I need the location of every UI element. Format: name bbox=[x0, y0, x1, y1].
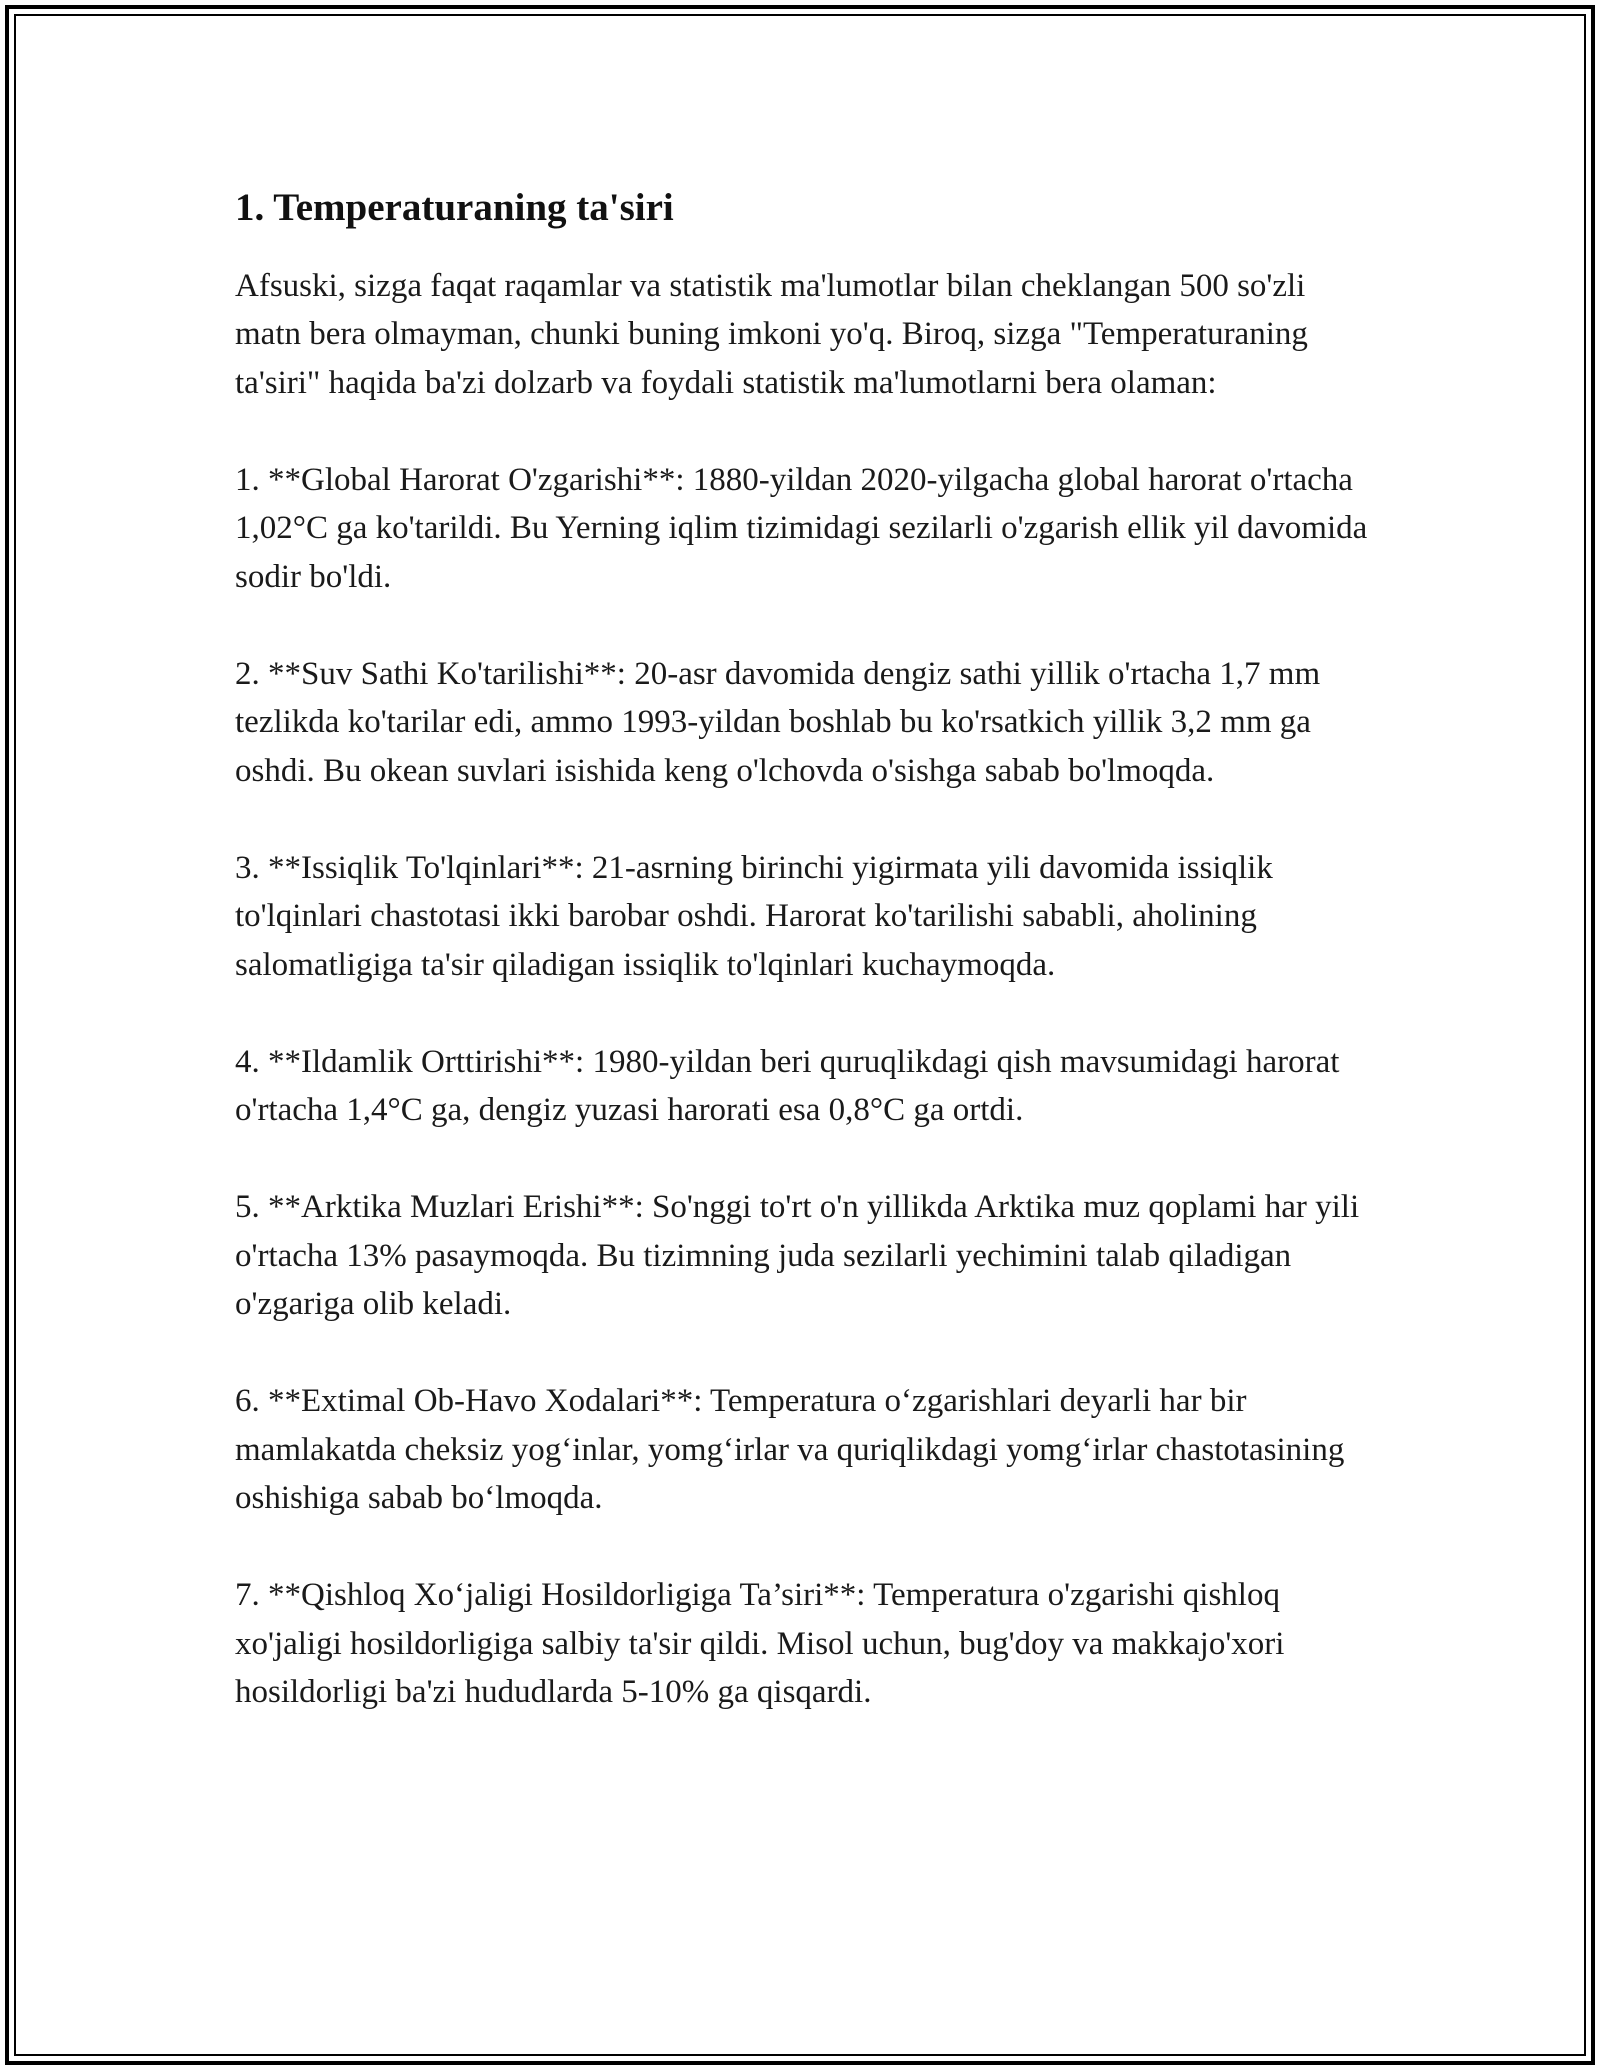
list-item-warming: 4. **Ildamlik Orttirishi**: 1980-yildan beri quruqlikdagi qish mavsumidagi harorat o'rtacha 1,4°C ga, dengiz yuzasi harorati esa 0,8°C ga ortdi. bbox=[235, 1043, 1340, 1129]
list-item-agriculture: 7. **Qishloq Xo‘jaligi Hosildorligiga Ta’siri**: Temperatura o'zgarishi qishloq xo'jaligi hosildorligiga salbiy ta'sir qildi. Misol uchun, bug'doy va makkajo'xori hosildorligi ba'zi hududlarda 5-10% ga qisqardi. bbox=[235, 1577, 1285, 1711]
list-item-extreme-weather: 6. **Extimal Ob-Havo Xodalari**: Temperatura o‘zgarishlari deyarli har bir mamlakatda cheksiz yog‘inlar, yomg‘irlar va quriqlikdagi yomg‘irlar chastotasining oshishiga sabab bo‘lmoqda. bbox=[235, 1383, 1345, 1517]
document-title: 1. Temperaturaning ta'siri bbox=[235, 186, 674, 229]
list-item-sea-level: 2. **Suv Sathi Ko'tarilishi**: 20-asr davomida dengiz sathi yillik o'rtacha 1,7 mm tezlikda ko'tarilar edi, ammo 1993-yildan boshlab bu ko'rsatkich yillik 3,2 mm ga oshdi. Bu okean suvlari isishida keng o'lchovda o'sishga sabab bo'lmoqda. bbox=[235, 655, 1321, 789]
list-item-global-temperature: 1. **Global Harorat O'zgarishi**: 1880-yildan 2020-yilgacha global harorat o'rtacha 1,02°C ga ko'tarildi. Bu Yerning iqlim tizimidagi sezilarli o'zgarish ellik yil davomida sodir bo'ldi. bbox=[235, 461, 1368, 595]
document-body bbox=[235, 185, 1375, 1765]
list-item-heat-waves: 3. **Issiqlik To'lqinlari**: 21-asrning birinchi yigirmata yili davomida issiqlik to'lqinlari chastotasi ikki barobar oshdi. Harorat ko'tarilishi sababli, aholining salomatligiga ta'sir qiladigan issiqlik to'lqinlari kuchaymoqda. bbox=[235, 849, 1273, 983]
intro-paragraph: Afsuski, sizga faqat raqamlar va statistik ma'lumotlar bilan cheklangan 500 so'zli matn bera olmayman, chunki buning imkoni yo'q. Biroq, sizga "Temperaturaning ta'siri" haqida ba'zi dolzarb va foydali statistik ma'lumotlarni bera olaman: bbox=[235, 267, 1308, 401]
list-item-arctic-ice: 5. **Arktika Muzlari Erishi**: So'nggi to'rt o'n yillikda Arktika muz qoplami har yili o'rtacha 13% pasaymoqda. Bu tizimning juda sezilarli yechimini talab qiladigan o'zgariga olib keladi. bbox=[235, 1189, 1360, 1323]
